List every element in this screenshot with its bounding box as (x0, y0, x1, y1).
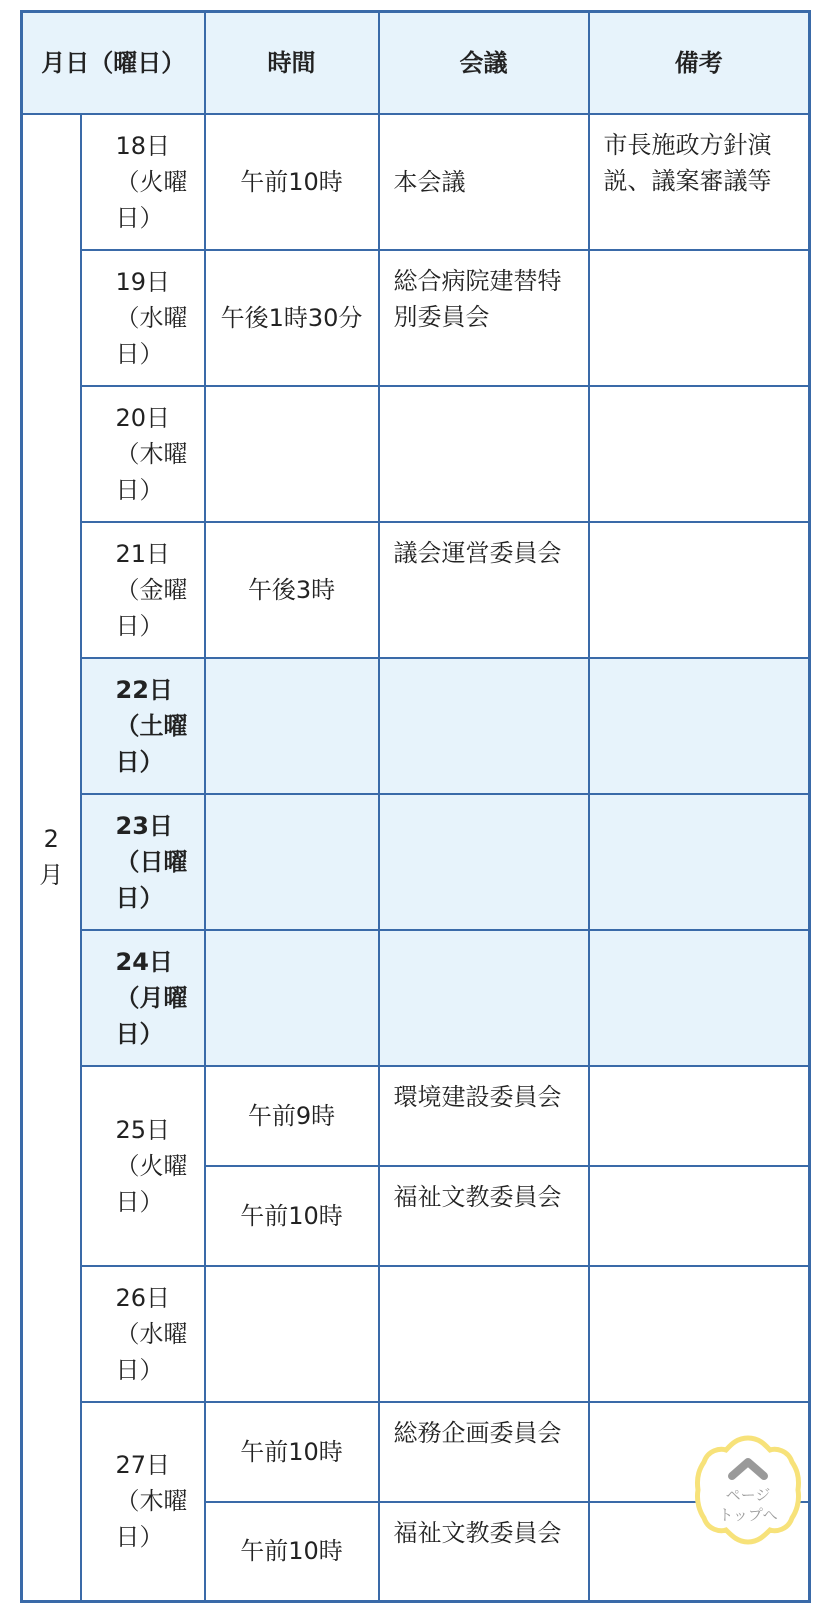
page-top-label-2: トップへ (718, 1506, 778, 1524)
note-cell (589, 1166, 810, 1266)
meeting-text: 総合病院建替特別委員会 (393, 266, 562, 331)
schedule-table (20, 10, 811, 1603)
table-row (22, 794, 810, 930)
meeting-cell (379, 1266, 589, 1402)
page-top-label-1: ページ (725, 1486, 771, 1504)
header-meeting: 会議 (379, 12, 589, 114)
table-row (22, 930, 810, 1066)
meeting-text: 本会議 (393, 167, 466, 196)
page-top-button[interactable] (690, 1432, 806, 1548)
time-cell (205, 658, 379, 794)
note-cell (589, 386, 810, 522)
time-cell (205, 1266, 379, 1402)
header-time: 時間 (205, 12, 379, 114)
meeting-cell (379, 1166, 589, 1266)
meeting-text: 議会運営委員会 (393, 538, 562, 567)
table-row (22, 658, 810, 794)
table-row (22, 114, 810, 250)
time-cell: 午前10時 (205, 1402, 379, 1502)
date-cell: 24日（月曜日） (81, 930, 205, 1066)
meeting-cell (379, 658, 589, 794)
date-cell: 27日（木曜日） (81, 1402, 205, 1602)
note-cell (589, 1066, 810, 1166)
meeting-cell (379, 250, 589, 386)
meeting-cell (379, 114, 589, 250)
table-row (22, 1266, 810, 1402)
note-cell (589, 114, 810, 250)
meeting-cell (379, 794, 589, 930)
note-cell (589, 1266, 810, 1402)
meeting-cell (379, 1502, 589, 1602)
table-row (22, 250, 810, 386)
meeting-cell (379, 930, 589, 1066)
month-cell: 2月 (22, 114, 81, 1602)
meeting-text: 環境建設委員会 (393, 1082, 562, 1111)
page-top-badge (690, 1432, 806, 1548)
time-cell: 午前10時 (205, 1502, 379, 1602)
time-cell: 午前10時 (205, 114, 379, 250)
note-cell (589, 930, 810, 1066)
note-text: 市長施政方針演説、議案審議等 (603, 130, 772, 195)
date-cell: 26日（水曜日） (81, 1266, 205, 1402)
date-cell: 18日（火曜日） (81, 114, 205, 250)
header-row (22, 12, 810, 114)
note-cell (589, 522, 810, 658)
note-cell (589, 658, 810, 794)
meeting-text: 福祉文教委員会 (393, 1182, 562, 1211)
date-cell: 25日（火曜日） (81, 1066, 205, 1266)
time-cell (205, 794, 379, 930)
time-cell: 午後3時 (205, 522, 379, 658)
time-cell (205, 930, 379, 1066)
time-cell: 午後1時30分 (205, 250, 379, 386)
meeting-cell (379, 1402, 589, 1502)
date-cell: 23日（日曜日） (81, 794, 205, 930)
time-cell: 午前9時 (205, 1066, 379, 1166)
date-cell: 19日（水曜日） (81, 250, 205, 386)
table-row (22, 386, 810, 522)
meeting-cell (379, 522, 589, 658)
header-note: 備考 (589, 12, 810, 114)
meeting-cell (379, 1066, 589, 1166)
date-cell: 21日（金曜日） (81, 522, 205, 658)
date-cell: 20日（木曜日） (81, 386, 205, 522)
meeting-text: 福祉文教委員会 (393, 1518, 562, 1547)
note-cell (589, 794, 810, 930)
meeting-text: 総務企画委員会 (393, 1418, 562, 1447)
table-row (22, 522, 810, 658)
meeting-cell (379, 386, 589, 522)
time-cell: 午前10時 (205, 1166, 379, 1266)
note-cell (589, 250, 810, 386)
table-row (22, 1066, 810, 1166)
date-cell: 22日（土曜日） (81, 658, 205, 794)
header-date: 月日（曜日） (22, 12, 205, 114)
time-cell (205, 386, 379, 522)
